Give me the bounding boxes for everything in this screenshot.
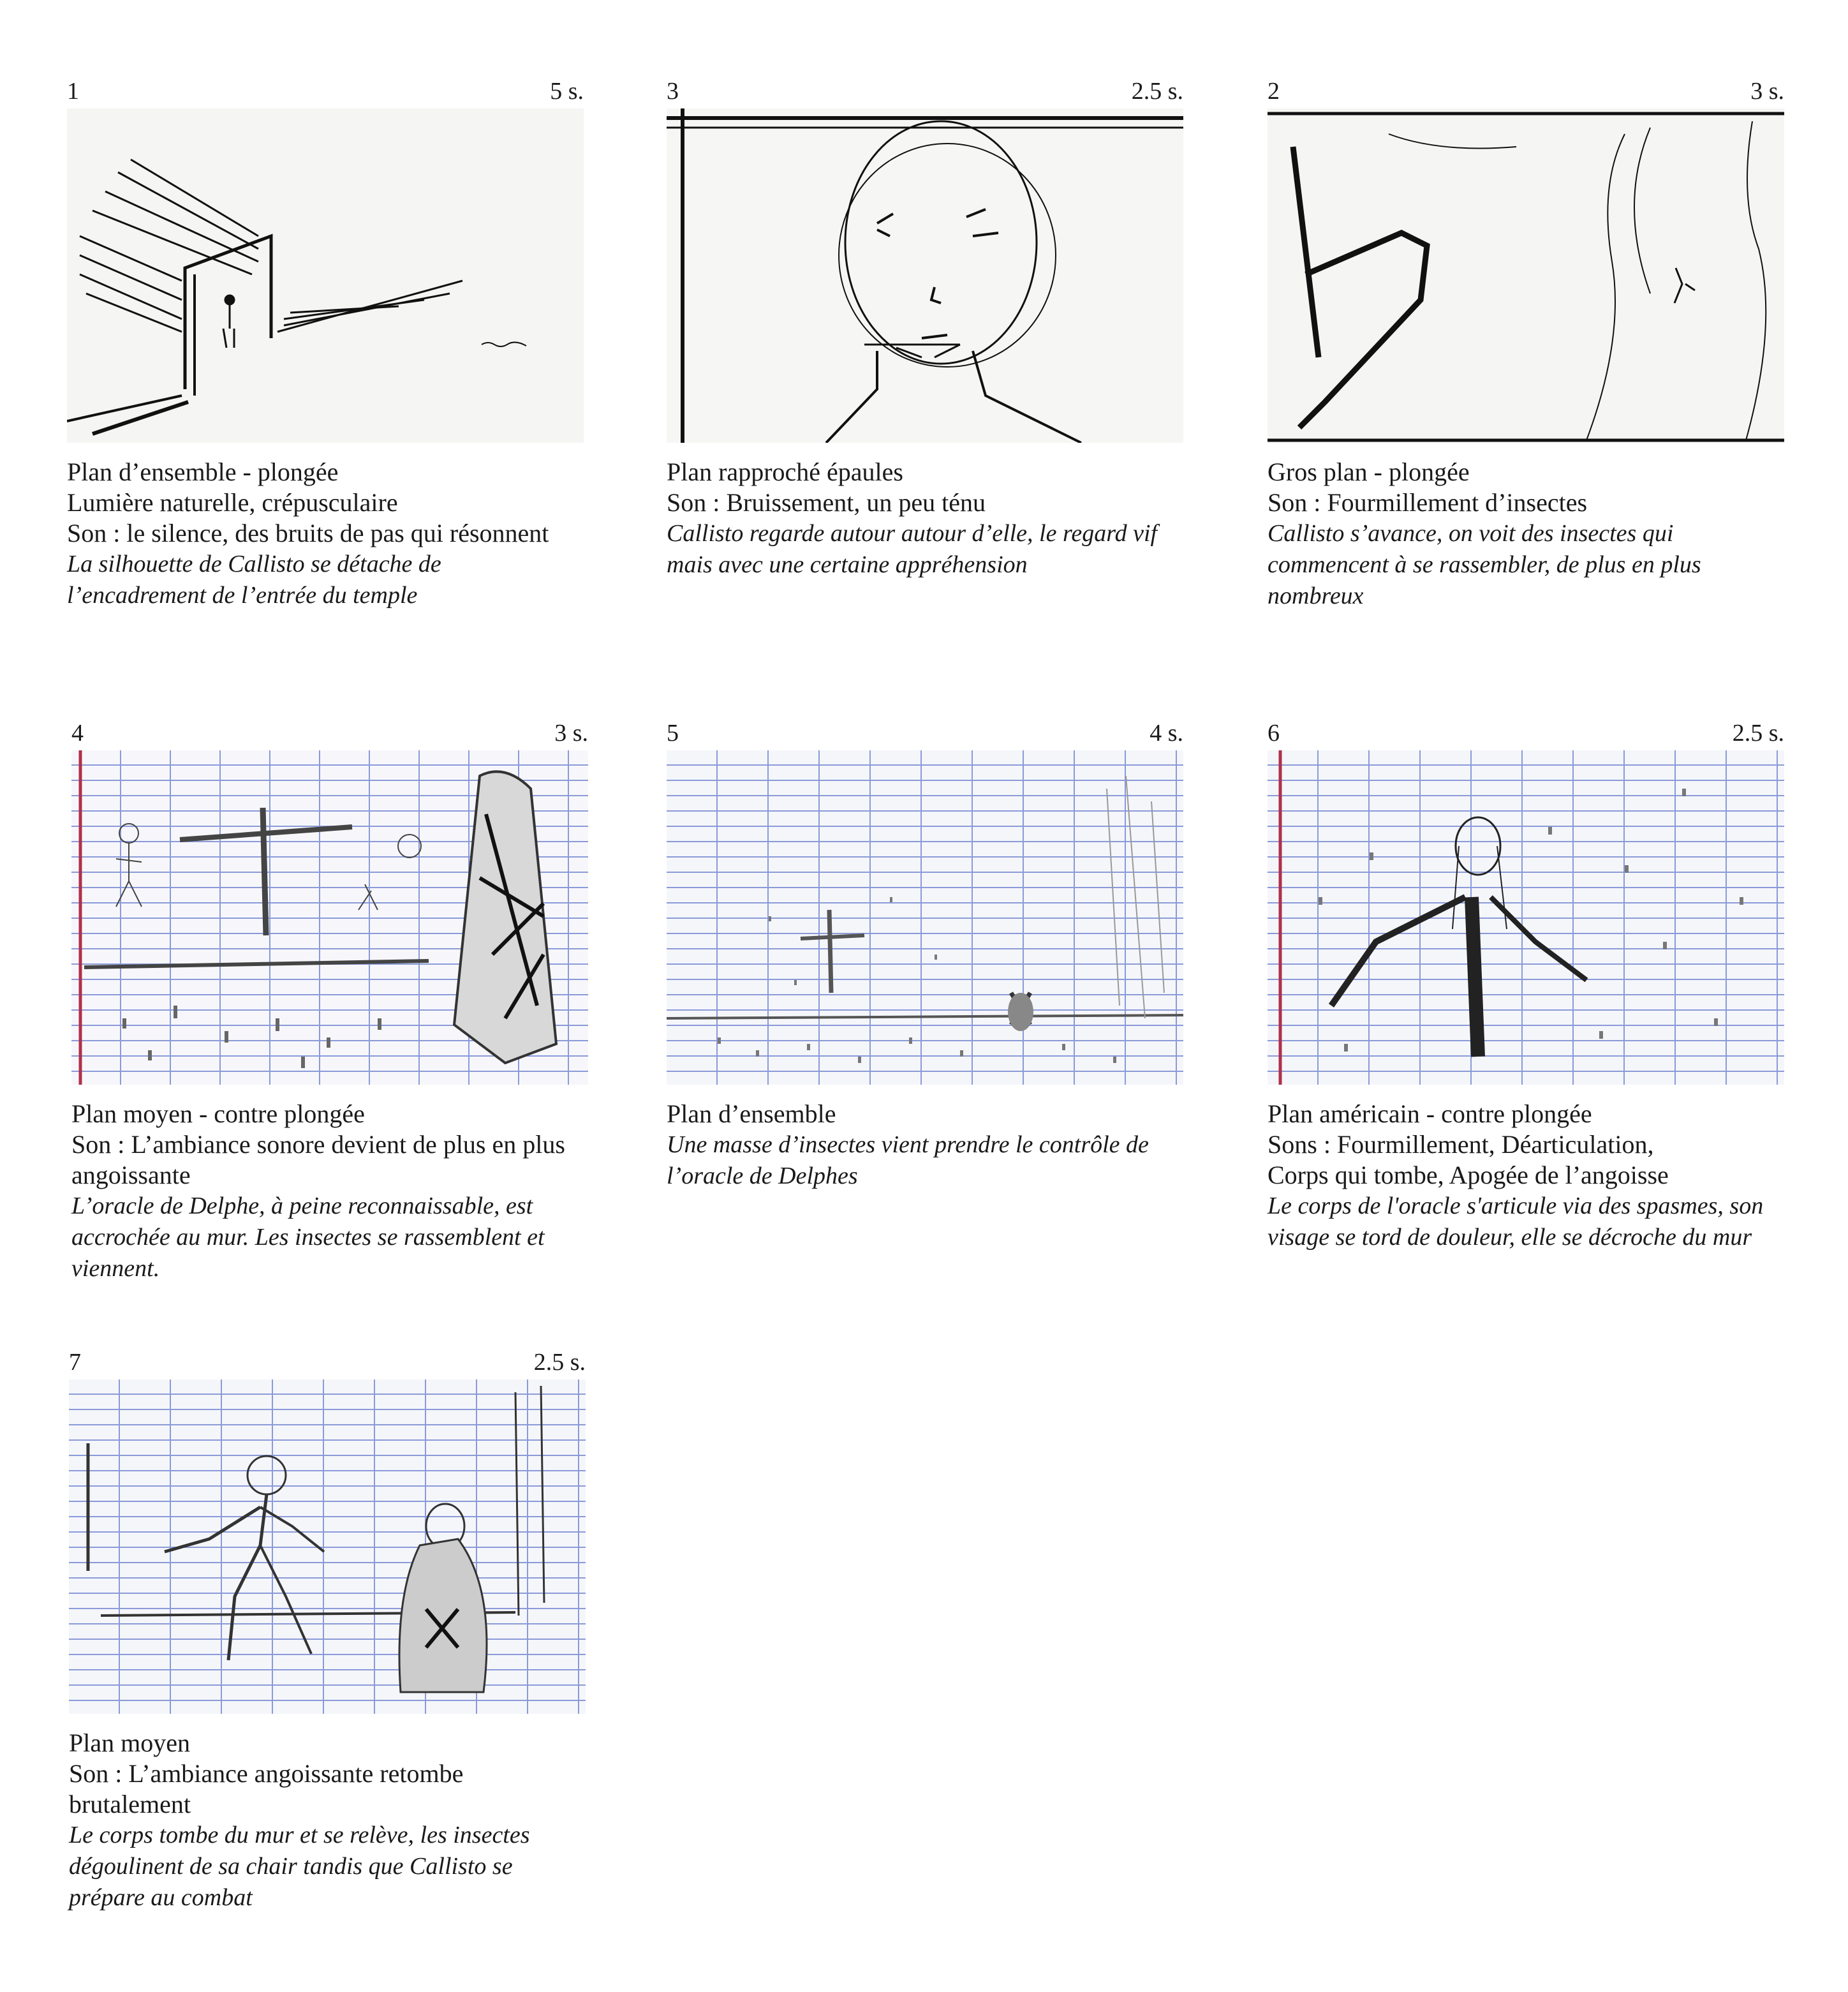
panel-header bbox=[67, 77, 584, 108]
panel-duration: 5 s. bbox=[550, 78, 584, 105]
shot-sound: Son : L’ambiance sonore devient de plus en plus angoissante bbox=[71, 1130, 565, 1189]
shot-sound: Son : L’ambiance angoissante retombe brutalement bbox=[69, 1759, 464, 1818]
panel-header bbox=[1268, 718, 1784, 750]
face-closeup-sketch-icon bbox=[667, 108, 1183, 443]
panel-header bbox=[71, 718, 588, 750]
shot-sound: Son : le silence, des bruits de pas qui résonnent bbox=[67, 519, 549, 547]
shot-action: Le corps tombe du mur et se relève, les insectes dégoulinent de sa chair tandis que Callisto se prépare au combat bbox=[69, 1822, 530, 1911]
storyboard-panel-4 bbox=[71, 718, 588, 1284]
oracle-spasm-sketch-icon bbox=[1268, 750, 1784, 1085]
insect-swarm-sketch-icon bbox=[667, 750, 1183, 1085]
panel-number: 2 bbox=[1268, 78, 1280, 105]
panel-duration: 2.5 s. bbox=[533, 1349, 586, 1376]
storyboard-panel-3 bbox=[667, 77, 1183, 581]
storyboard-panel-6 bbox=[1268, 718, 1784, 1253]
shot-type: Gros plan - plongée bbox=[1268, 457, 1470, 486]
panel-number: 7 bbox=[69, 1349, 81, 1376]
panel-number: 3 bbox=[667, 78, 679, 105]
shot-action: Le corps de l'oracle s'articule via des spasmes, son visage se tord de douleur, elle se décroche du mur bbox=[1268, 1193, 1764, 1251]
shot-lighting: Lumière naturelle, crépusculaire bbox=[67, 488, 398, 517]
shot-sound: Son : Bruissement, un peu ténu bbox=[667, 488, 986, 517]
temple-entrance-sketch-icon bbox=[67, 108, 584, 443]
panel-header bbox=[69, 1348, 586, 1379]
shot-action: L’oracle de Delphe, à peine reconnaissable, est accrochée au mur. Les insectes se rassemblent et viennent. bbox=[71, 1193, 545, 1282]
panel-duration: 4 s. bbox=[1149, 720, 1183, 747]
panel-duration: 3 s. bbox=[554, 720, 588, 747]
shot-type: Plan d’ensemble bbox=[667, 1099, 836, 1128]
shot-action: La silhouette de Callisto se détache de l’encadrement de l’entrée du temple bbox=[67, 551, 441, 609]
panel-header bbox=[667, 718, 1183, 750]
panel-description bbox=[67, 457, 584, 611]
panel-description bbox=[667, 457, 1183, 581]
panel-description bbox=[1268, 1099, 1784, 1253]
storyboard-panel-1 bbox=[67, 77, 584, 611]
panel-description bbox=[71, 1099, 588, 1284]
shot-sound: Sons : Fourmillement, Déarticulation, bbox=[1268, 1130, 1654, 1159]
panel-duration: 3 s. bbox=[1750, 78, 1784, 105]
storyboard-panel-7 bbox=[69, 1348, 586, 1914]
panel-description bbox=[1268, 457, 1784, 612]
shot-sound: Son : Fourmillement d’insectes bbox=[1268, 488, 1588, 517]
shot-action: Callisto s’avance, on voit des insectes qui commencent à se rassembler, de plus en plus nombreux bbox=[1268, 520, 1701, 609]
storyboard-panel-2 bbox=[1268, 77, 1784, 612]
panel-number: 6 bbox=[1268, 720, 1280, 747]
panel-number: 1 bbox=[67, 78, 79, 105]
panel-description bbox=[667, 1099, 1183, 1192]
panel-header bbox=[667, 77, 1183, 108]
panel-description bbox=[69, 1728, 586, 1914]
shot-type: Plan d’ensemble - plongée bbox=[67, 457, 339, 486]
panel-duration: 2.5 s. bbox=[1131, 78, 1183, 105]
oracle-falls-sketch-icon bbox=[69, 1379, 586, 1714]
shot-action: Une masse d’insectes vient prendre le contrôle de l’oracle de Delphes bbox=[667, 1131, 1149, 1189]
shot-type: Plan rapproché épaules bbox=[667, 457, 903, 486]
panel-number: 4 bbox=[71, 720, 84, 747]
oracle-wall-sketch-icon bbox=[71, 750, 588, 1085]
feet-insects-sketch-icon bbox=[1268, 108, 1784, 443]
shot-type: Plan moyen - contre plongée bbox=[71, 1099, 365, 1128]
panel-duration: 2.5 s. bbox=[1732, 720, 1784, 747]
panel-number: 5 bbox=[667, 720, 679, 747]
storyboard-panel-5 bbox=[667, 718, 1183, 1192]
shot-type: Plan américain - contre plongée bbox=[1268, 1099, 1592, 1128]
panel-header bbox=[1268, 77, 1784, 108]
shot-action: Callisto regarde autour autour d’elle, le regard vif mais avec une certaine appréhension bbox=[667, 520, 1158, 578]
shot-sound-continued: Corps qui tombe, Apogée de l’angoisse bbox=[1268, 1161, 1669, 1189]
shot-type: Plan moyen bbox=[69, 1728, 190, 1757]
